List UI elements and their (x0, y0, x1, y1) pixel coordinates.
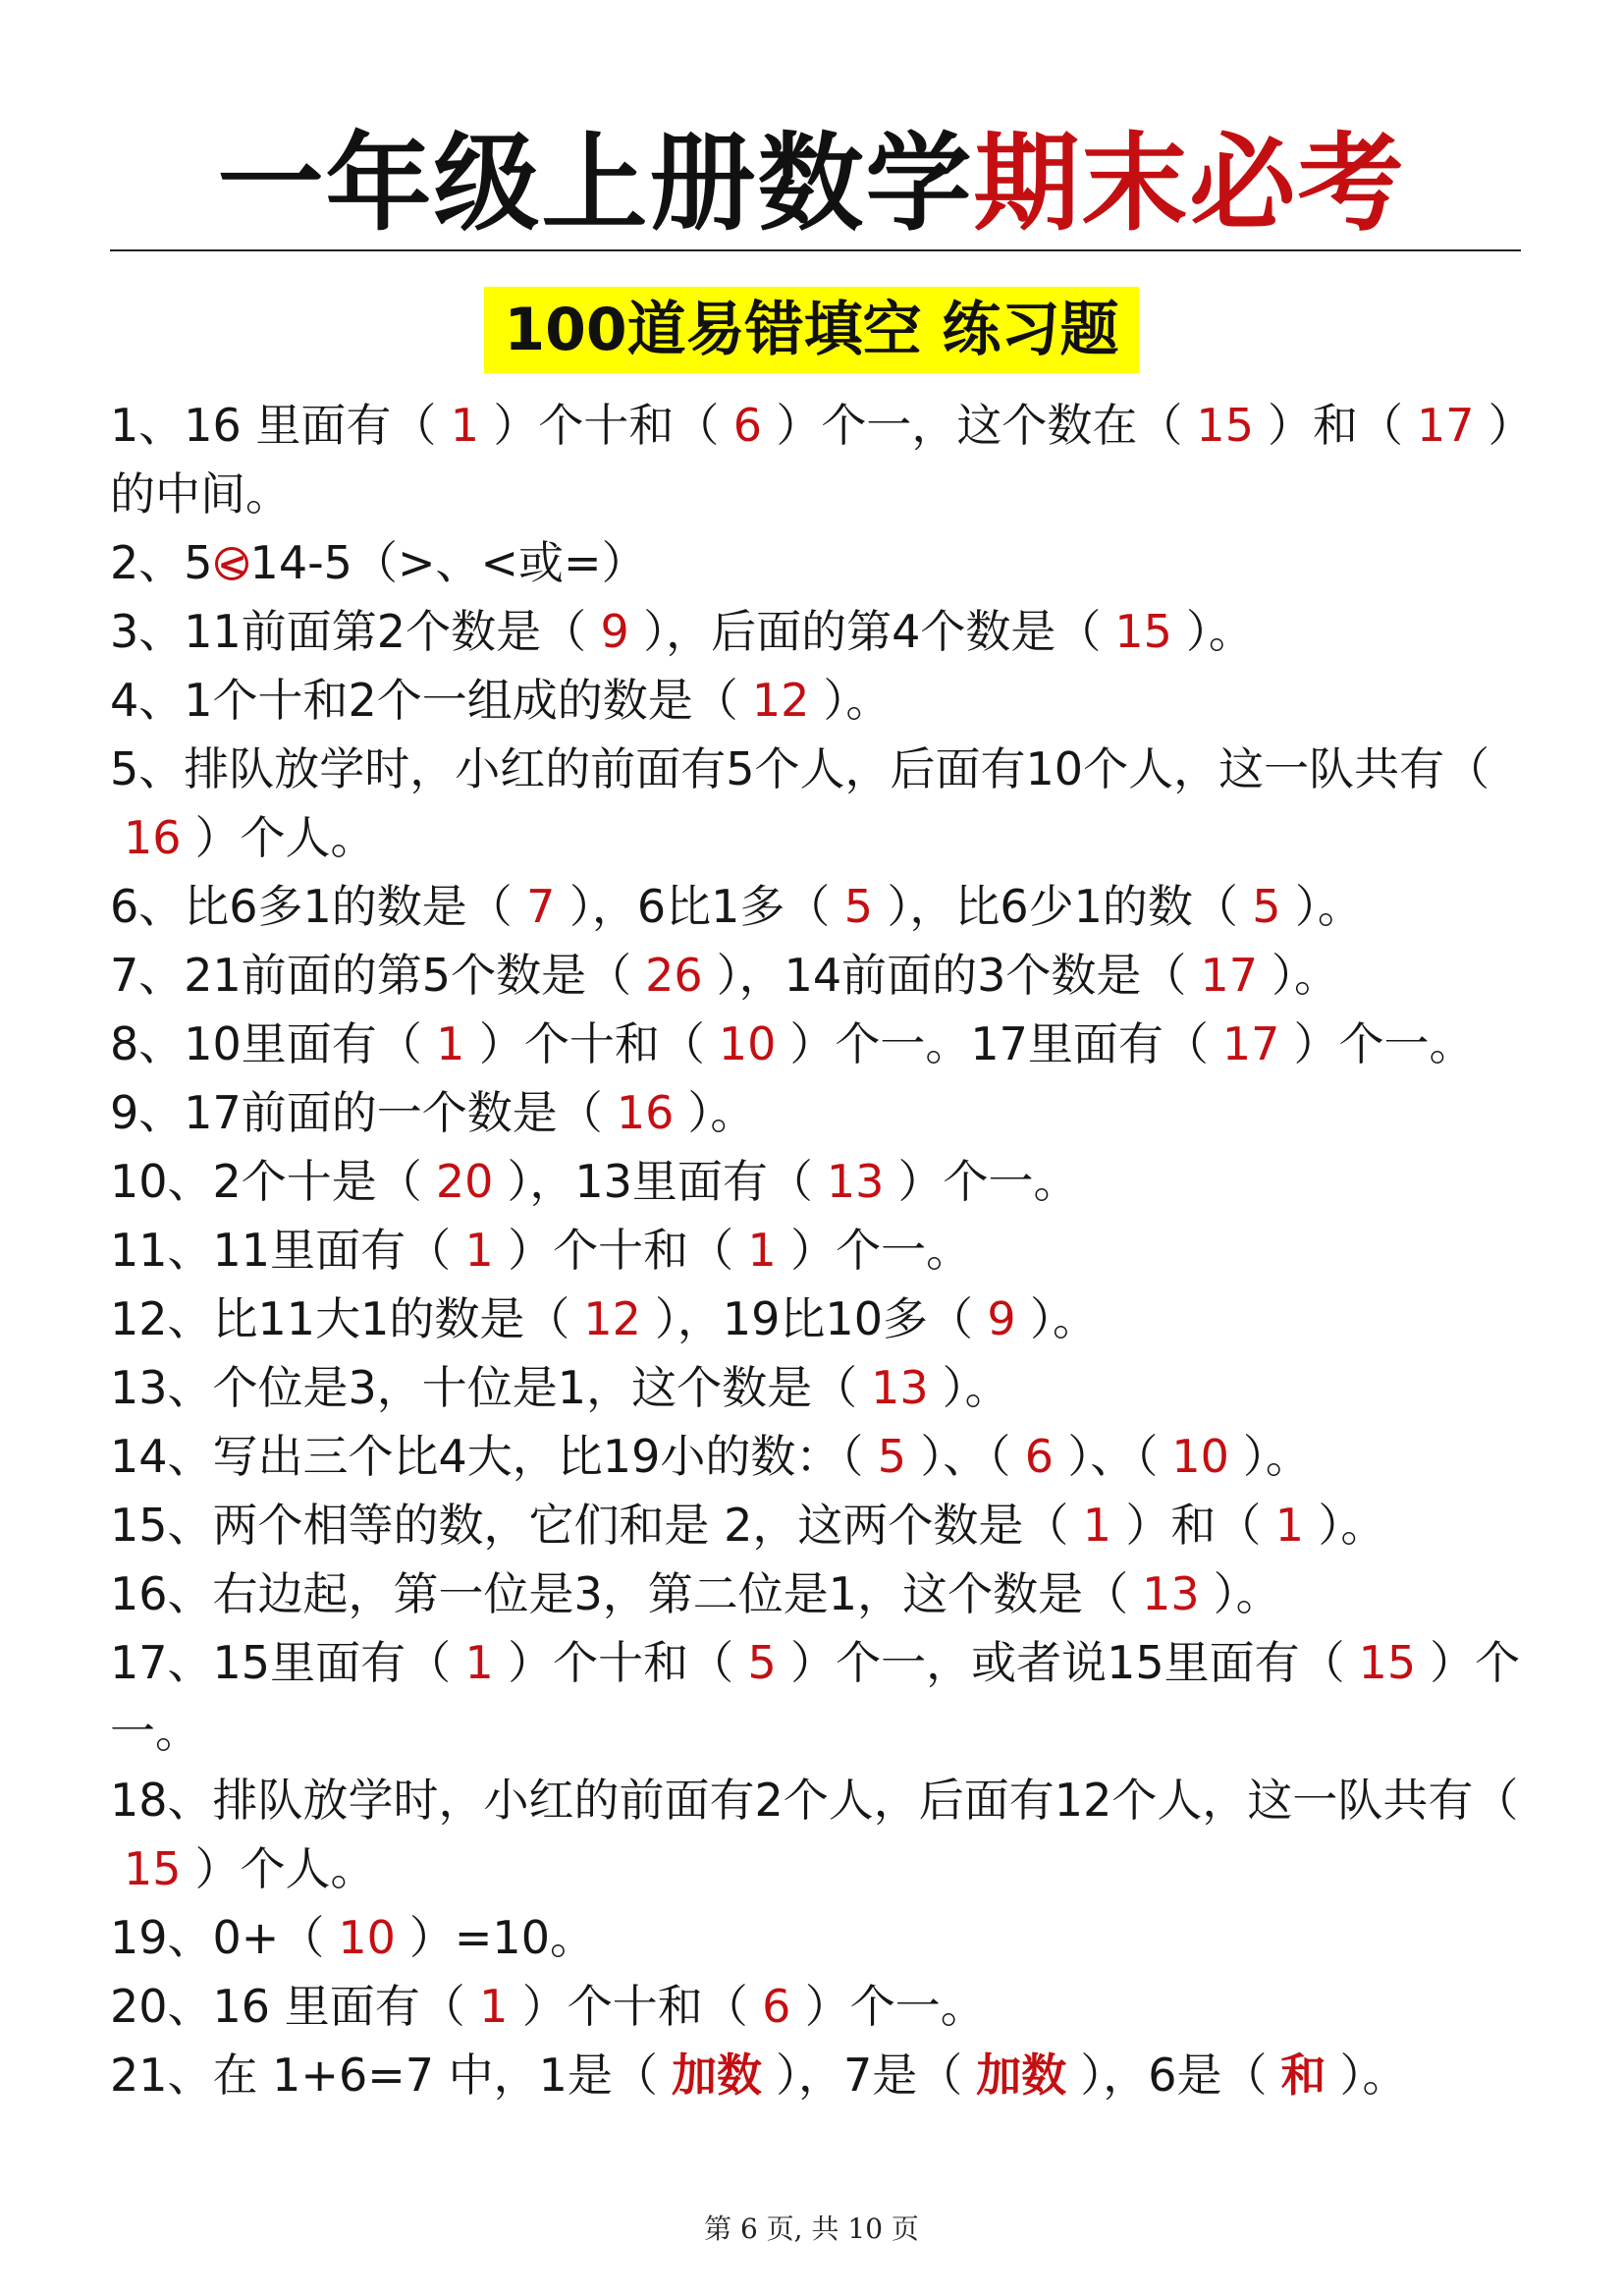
question-text: 12、比11大1的数是（ (110, 1292, 570, 1345)
question-text: ）个一。 (110, 1636, 1521, 1758)
question-text: 21、在 1+6=7 中，1是（ (110, 2049, 658, 2102)
answer-value: 1 (479, 1980, 509, 2033)
question-text: ）。 (1029, 1292, 1098, 1345)
question-text: ）个一。 (897, 1155, 1079, 1208)
answer-value: 6 (1024, 1430, 1054, 1483)
question-item (110, 391, 1524, 528)
question-text: ），6是（ (1080, 2049, 1268, 2102)
question-text: ）个十和（ (508, 1224, 734, 1277)
question-item (110, 1766, 1524, 1903)
question-item (110, 1628, 1524, 1766)
question-text: ）个十和（ (493, 399, 720, 452)
question-text: 5、排队放学时，小红的前面有5个人，后面有10个人，这一队共有（ (110, 742, 1490, 795)
question-item (110, 597, 1524, 666)
answer-value: 7 (526, 880, 556, 933)
question-text: 15、两个相等的数，它们和是 2，这两个数是（ (110, 1499, 1069, 1552)
answer-value: 10 (338, 1911, 396, 1964)
question-text: ）个一，或者说15里面有（ (790, 1636, 1345, 1689)
answer-value: 15 (124, 1842, 182, 1895)
question-text: ），6比1多（ (568, 880, 831, 933)
question-text: ）个一。 (790, 1224, 972, 1277)
answer-value: 10 (1171, 1430, 1229, 1483)
question-text: ）个十和（ (521, 1980, 748, 2033)
question-text: ）。 (1339, 2049, 1408, 2102)
question-text: 8、10里面有（ (110, 1017, 422, 1070)
question-text: ），13里面有（ (507, 1155, 813, 1208)
answer-value: 17 (1416, 399, 1475, 452)
question-text: ）个人。 (194, 1842, 376, 1895)
answer-value: 加数 (976, 2049, 1067, 2102)
page-footer: 第 6 页, 共 10 页 (704, 2213, 919, 2245)
question-item (110, 872, 1524, 941)
answer-value: 和 (1280, 2049, 1326, 2102)
answer-value: 9 (987, 1292, 1016, 1345)
question-text: ）。 (1242, 1430, 1311, 1483)
question-text: 16、右边起，第一位是3，第二位是1，这个数是（ (110, 1567, 1129, 1620)
question-text: 13、个位是3，十位是1，这个数是（ (110, 1361, 858, 1414)
answer-value: 5 (1252, 880, 1281, 933)
question-item (110, 1491, 1524, 1559)
question-text: ）个一。 (1293, 1017, 1475, 1070)
question-text: 4、1个十和2个一组成的数是（ (110, 674, 738, 727)
question-item (110, 1972, 1524, 2041)
answer-value: 13 (1142, 1567, 1200, 1620)
question-text: ）个一。 (804, 1980, 986, 2033)
answer-value: 9 (600, 605, 629, 658)
question-text: 17、15里面有（ (110, 1636, 452, 1689)
question-text: 9、17前面的一个数是（ (110, 1086, 603, 1139)
answer-value: 16 (124, 811, 182, 864)
answer-value: 20 (435, 1155, 494, 1208)
answer-value: 15 (1114, 605, 1172, 658)
answer-value: 16 (616, 1086, 675, 1139)
question-text: ）。 (1318, 1499, 1386, 1552)
answer-value: 12 (751, 674, 810, 727)
question-text: ）。 (942, 1361, 1010, 1414)
answer-value: 10 (718, 1017, 777, 1070)
question-text: 7、21前面的第5个数是（ (110, 949, 632, 1002)
question-text: ）。 (823, 674, 892, 727)
title-black-part: 一年级上册数学 (217, 123, 974, 246)
question-text: ）和（ (1267, 399, 1403, 452)
question-text: 14、写出三个比4大，比19小的数：（ (110, 1430, 864, 1483)
question-text: 14-5（>、<或=） (249, 536, 647, 589)
question-text: ）。 (1185, 605, 1254, 658)
answer-value: 1 (464, 1636, 494, 1689)
question-item (110, 666, 1524, 735)
answer-value: 加数 (671, 2049, 762, 2102)
answer-value: 6 (732, 399, 763, 452)
question-text: ）个十和（ (478, 1017, 705, 1070)
title-divider (110, 249, 1521, 251)
answer-value: 5 (747, 1636, 777, 1689)
answer-value: 13 (826, 1155, 885, 1208)
question-text: ）。 (1213, 1567, 1281, 1620)
question-text: 20、16 里面有（ (110, 1980, 465, 2033)
question-item (110, 1353, 1524, 1422)
question-text: ），后面的第4个数是（ (643, 605, 1102, 658)
answer-value: 1 (1082, 1499, 1112, 1552)
answer-value: 15 (1358, 1636, 1417, 1689)
page-title (0, 116, 1623, 253)
answer-value: 1 (450, 399, 480, 452)
question-item (110, 1010, 1524, 1078)
subtitle-banner: 100道易错填空 练习题 (484, 287, 1138, 373)
question-text: ），7是（ (775, 2049, 963, 2102)
question-text: 1、16 里面有（ (110, 399, 437, 452)
question-item (110, 1285, 1524, 1353)
question-item (110, 1078, 1524, 1147)
question-text: ），19比10多（ (654, 1292, 973, 1345)
answer-value: 13 (871, 1361, 929, 1414)
question-text: 6、比6多1的数是（ (110, 880, 513, 933)
question-text: ）=10。 (408, 1911, 595, 1964)
question-text: ）个人。 (194, 811, 376, 864)
question-text: ）个十和（ (508, 1636, 734, 1689)
question-text: ）。 (1271, 949, 1339, 1002)
question-text: ）。 (687, 1086, 756, 1139)
question-text: 3、11前面第2个数是（ (110, 605, 587, 658)
question-text: 18、排队放学时，小红的前面有2个人，后面有12个人，这一队共有（ (110, 1774, 1519, 1827)
question-list (110, 391, 1524, 2109)
circled-answer: < (215, 547, 248, 580)
answer-value: 26 (645, 949, 703, 1002)
answer-value: 1 (464, 1224, 494, 1277)
question-item (110, 1147, 1524, 1216)
question-item (110, 1559, 1524, 1628)
question-text: 11、11里面有（ (110, 1224, 452, 1277)
question-text: ）、（ (1067, 1430, 1159, 1483)
answer-value: 5 (843, 880, 873, 933)
subtitle-container (0, 287, 1623, 373)
question-text: ）个一，这个数在（ (776, 399, 1183, 452)
question-text: ），比6少1的数（ (887, 880, 1238, 933)
question-text: 2、5 (110, 536, 213, 589)
answer-value: 5 (877, 1430, 906, 1483)
question-text: 10、2个十是（ (110, 1155, 422, 1208)
question-text: ）、（ (920, 1430, 1011, 1483)
answer-value: 12 (583, 1292, 641, 1345)
answer-value: 1 (747, 1224, 777, 1277)
question-item (110, 2041, 1524, 2109)
answer-value: 6 (762, 1980, 791, 2033)
answer-value: 15 (1196, 399, 1254, 452)
answer-value: 17 (1221, 1017, 1280, 1070)
question-text: ）。 (1294, 880, 1363, 933)
question-text: ）的中间。 (110, 399, 1511, 520)
question-text: ）个一。17里面有（ (789, 1017, 1209, 1070)
question-text: ），14前面的3个数是（ (716, 949, 1187, 1002)
question-item (110, 735, 1524, 872)
question-item (110, 528, 1524, 597)
question-item (110, 1422, 1524, 1491)
question-text: 19、0+（ (110, 1911, 325, 1964)
question-item (110, 1216, 1524, 1285)
answer-value: 1 (436, 1017, 465, 1070)
question-item (110, 941, 1524, 1010)
question-text: ）和（ (1125, 1499, 1262, 1552)
answer-value: 1 (1274, 1499, 1305, 1552)
answer-value: 17 (1200, 949, 1258, 1002)
question-item (110, 1903, 1524, 1972)
title-red-part: 期末必考 (973, 123, 1406, 246)
